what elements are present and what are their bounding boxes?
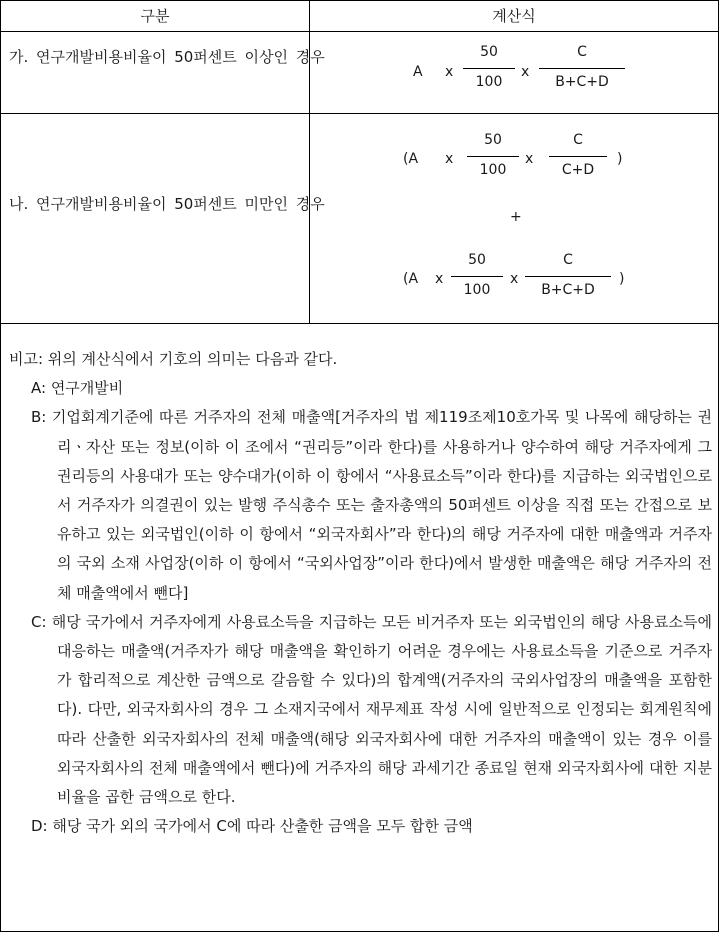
close-paren: ) [617,151,623,167]
header-category: 구분 [140,7,170,25]
numerator: C [577,44,587,60]
header-formula: 계산식 [492,7,536,25]
fraction-bar [463,68,515,69]
numerator: 50 [468,252,486,268]
definition-b: B: 기업회계기준에 따른 거주자의 전체 매출액[거주자의 법 제119조제10호가목 및 나목에 해당하는 권리ㆍ자산 또는 정보(이하 이 조에서 “권리등”이라 한다)를 사용하거나 양수하여 해당 거주자에게 그 권리등의 사용대가 또는 양수대가(이하 이 항에서 “사용료소득”이라 한다)를 지급하는 외국법인으로서 거주자가 의결권이 있는 발행 주식총수 또는 출자총액의 50퍼센트 이상을 직접 또는 간접으로 보유하고 있는 외국법인(이하 이 항에서 “외국자회사”라 한다)의 해당 거주자에 대한 매출액과 거주자의 국외 소재 사업장(이하 이 항에서 “국외사업장”이라 한다)에서 발생한 매출액은 해당 거주자의 전체 매출액에서 뺀다] [31,408,712,602]
fraction-bar [549,156,607,157]
fraction-bar [451,276,503,277]
open-paren-a: (A [403,271,419,287]
denominator: 100 [463,282,491,298]
numerator: 50 [480,44,498,60]
row-divider [1,113,718,114]
denominator: B+C+D [555,74,609,90]
fraction-50-over-100 [451,252,503,302]
fraction-c-over-bcd [539,44,625,94]
denominator: B+C+D [541,282,595,298]
multiply-sign: x [510,271,519,287]
numerator: C [573,132,583,148]
fraction-bar [539,68,625,69]
fraction-c-over-cd [549,132,607,182]
close-paren: ) [619,271,625,287]
numerator: 50 [484,132,502,148]
denominator: C+D [561,162,595,178]
plus-sign: + [510,209,522,225]
fraction-50-over-100 [467,132,519,182]
denominator: 100 [479,162,507,178]
note-title: 비고: 위의 계산식에서 기호의 의미는 다음과 같다. [9,350,338,368]
row-label-ga: 가. 연구개발비용비율이 50퍼센트 이상인 경우 [9,48,325,66]
multiply-sign: x [445,64,454,80]
formula-a-symbol: A [413,64,423,80]
multiply-sign: x [445,151,454,167]
multiply-sign: x [435,271,444,287]
denominator: 100 [475,74,503,90]
fraction-50-over-100 [463,44,515,94]
fraction-c-over-bcd [525,252,611,302]
definition-a: A: 연구개발비 [31,379,124,398]
definition-c: C: 해당 국가에서 거주자에게 사용료소득을 지급하는 모든 비거주자 또는 외국법인의 해당 사용료소득에 대응하는 매출액(거주자가 해당 매출액을 확인하기 어려운 경우에는 사용료소득을 기준으로 거주자가 합리적으로 계산한 금액으로 갈음할 수 있다)의 합계액(거주자의 국외사업장의 매출액을 포함한다). 다만, 외국자회사의 경우 그 소재지국에서 재무제표 작성 시에 일반적으로 인정되는 회계원칙에 따라 산출한 외국자회사의 전체 매출액(해당 외국자회사에 대한 거주자의 매출액이 있는 경우 이를 외국자회사의 전체 매출액에서 뺀다)에 거주자의 해당 과세기간 종료일 현재 외국자회사에 대한 지분비율을 곱한 금액으로 한다. [31,612,712,807]
note-section [9,345,712,841]
fraction-bar [467,156,519,157]
header-divider [1,31,718,32]
note-divider [1,323,718,324]
multiply-sign: x [521,64,530,80]
numerator: C [563,252,573,268]
multiply-sign: x [525,151,534,167]
row-label-na: 나. 연구개발비용비율이 50퍼센트 미만인 경우 [9,195,325,213]
open-paren-a: (A [403,151,419,167]
fraction-bar [525,276,611,277]
definition-d: D: 해당 국가 외의 국가에서 C에 따라 산출한 금액을 모두 합한 금액 [31,817,473,836]
